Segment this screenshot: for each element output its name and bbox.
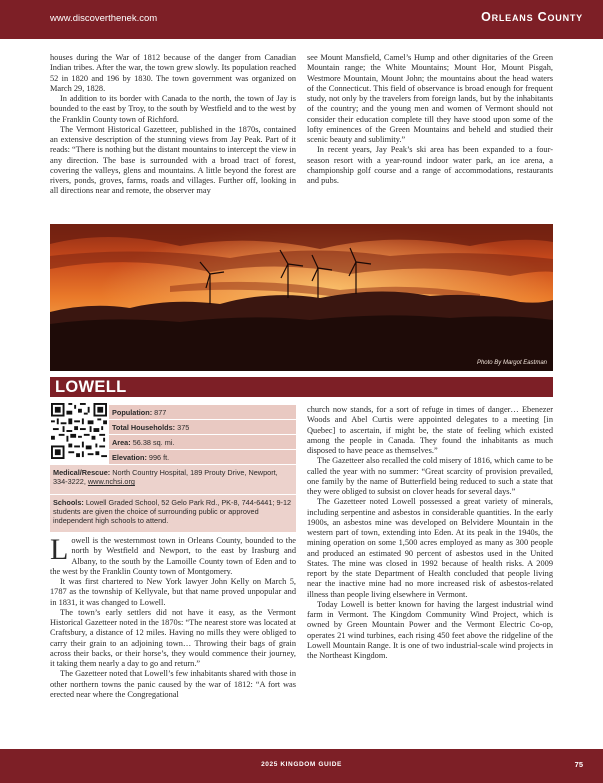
elevation-label: Elevation:	[112, 453, 147, 462]
lowell-text-left-column	[50, 533, 296, 700]
paragraph: see Mount Mansfield, Camel’s Hump and other dignitaries of the Green Mountain range; the White Mountains; Mount Hor, Mount Pisgah, Westmore Mountain, Mount John; the mountains about the head waters of the Connecticut. This field of observance is broad enough for frequent study, not only by the travelers from foreign lands, but by the inhabitants of the country; and the young men and women of Vermont should not consider their education complete till they have stood upon some of the lofty eminences of the Green Mountains and beheld and studied their scenic beauty and sublimity.”	[307, 53, 553, 144]
qr-code-icon	[51, 403, 107, 459]
paragraph: In recent years, Jay Peak’s ski area has been expanded to a four-season resort with a year-round indoor water park, an ice arena, a championship golf course and a range of accommodations, restaurants and pubs.	[307, 145, 553, 185]
area-box	[109, 435, 296, 449]
paragraph: The Gazetteer noted Lowell possessed a great variety of minerals, including serpentine and asbestos in considerable quantities. In the early 1900s, an asbestos mine was developed on Belvidere Mountain in the western part of town, extending into Eden. At its peak in the 1940s, the mining operation on some 1,500 acres employed as many as 300 people and produced an estimated 90 percent of asbestos used in the United States. The mine was closed in 1992 because of health risks. A 2009 report by the state Department of Health concluded that people living near the inactive mine had no more increased risk of asbestos-related illness than people living elsewhere in Vermont.	[307, 497, 553, 599]
jay-text-right-column	[307, 53, 553, 186]
town-title-bar	[50, 377, 553, 397]
page-header	[0, 0, 603, 39]
sunset-scene	[50, 224, 553, 371]
paragraph	[50, 533, 296, 577]
first-paragraph-text: owell is the westernmost town in Orleans County, bounded to the north by Westfield and Newport, to the east by Irasburg and Albany, to the south by the Lamoille County town of Eden and to the west by the Franklin County town of Montgomery.	[50, 536, 296, 576]
page-number: 75	[574, 760, 583, 769]
households-box	[109, 420, 296, 434]
paragraph: Today Lowell is better known for having the largest industrial wind farm in Vermont. The Kingdom Community Wind Project, which is owned by Green Mountain Power and the Vermont Electric Co-op, operates 21 wind turbines, each rising 450 feet above the ridgeline of the Lowell Mountain Range. It is one of two industrial-scale wind projects in the Northeast Kingdom.	[307, 599, 553, 660]
schools-label: Schools:	[53, 498, 84, 507]
medical-website-link[interactable]: www.nchsi.org	[87, 477, 135, 487]
paragraph: The Gazetteer noted that Lowell’s few inhabitants shared with those in other northern towns the panic caused by the war of 1812: “A fort was erected near where the Congregational	[50, 669, 296, 699]
paragraph: In addition to its border with Canada to the north, the town of Jay is bounded to the east by Troy, to the south by Westfield and to the west by the Franklin County town of Richford.	[50, 94, 296, 124]
sunset-wind-turbines-photo	[50, 224, 553, 371]
photo-credit: Photo By Margot Eastman	[476, 360, 547, 366]
population-label: Population:	[112, 408, 153, 417]
elevation-value: 996 ft.	[148, 453, 170, 462]
paragraph: The town’s early settlers did not have it easy, as the Vermont Historical Gazetteer noted in the 1870s: “The nearest store was located at Craftsbury, a distance of 12 miles. Having no mills they were obliged to carry their grain to an adjoining town… Throwing their bags of grain across their backs, or their horse’s, they would commence their journey, it taking them nearly a day to go and return.”	[50, 607, 296, 668]
page-footer	[0, 749, 603, 783]
population-value: 877	[154, 408, 167, 417]
lowell-text-right-column	[307, 405, 553, 661]
jay-text-left-column	[50, 53, 296, 197]
population-box	[109, 405, 296, 419]
medical-value: North Country Hospital, 189 Prouty Drive, Newport, 334-3222,	[53, 468, 278, 487]
households-value: 375	[177, 423, 190, 432]
schools-value: Lowell Graded School, 52 Gelo Park Rd., PK-8, 744-6441; 9-12 students are given the choice of surrounding public or approved independent high schools to attend.	[53, 498, 292, 526]
schools-box	[50, 495, 296, 532]
area-label: Area:	[112, 438, 131, 447]
section-title: Orleans County	[481, 10, 583, 24]
medical-label: Medical/Rescue:	[53, 468, 111, 477]
drop-cap: L	[50, 533, 69, 566]
town-title: LOWELL	[55, 378, 127, 396]
area-value: 56.38 sq. mi.	[132, 438, 175, 447]
paragraph: church now stands, for a sort of refuge in times of danger… Ebenezer Woods and Abel Curtis were appointed delegates to a meeting [in Quebec] to ascertain, if might be, the state of feeling which existed among the people in Canada. They found the inhabitants as much disposed to have peace as themselves.”	[307, 405, 553, 455]
website-url: www.discoverthenek.com	[50, 13, 158, 24]
medical-box	[50, 465, 296, 494]
paragraph: The Vermont Historical Gazetteer, published in the 1870s, contained an extensive description of the stunning views from Jay Peak. Part of it reads: “There is nothing but the distant mountains to intercept the view in any direction. The base is surrounded with a broad tract of forest, covering the valleys, glens and mountains. A little beyond the forest are rivers, ponds, groves, farms, roads and villages. Further off, looking in all directions near and remote, the observer may	[50, 124, 296, 196]
households-label: Total Households:	[112, 423, 176, 432]
paragraph: houses during the War of 1812 because of the danger from Canadian Indian tribes. After the war, the town grew slowly. Its population reached 52 in 1820 and 196 by 1830. The town government was organized on March 29, 1828.	[50, 53, 296, 93]
elevation-box	[109, 450, 296, 464]
publication-name: 2025 KINGDOM GUIDE	[261, 761, 342, 768]
paragraph: It was first chartered to New York lawyer John Kelly on March 5, 1787 as the township of Kellyvale, but that name proved unpopular and in 1831, it was changed to Lowell.	[50, 577, 296, 607]
paragraph: The Gazetteer also recalled the cold misery of 1816, which came to be called the year with no summer: “Great scarcity of provision prevailed, one family by the name of Butterfield being reduced to such a state that they were obliged to subsist on clover heads for several days.”	[307, 456, 553, 496]
